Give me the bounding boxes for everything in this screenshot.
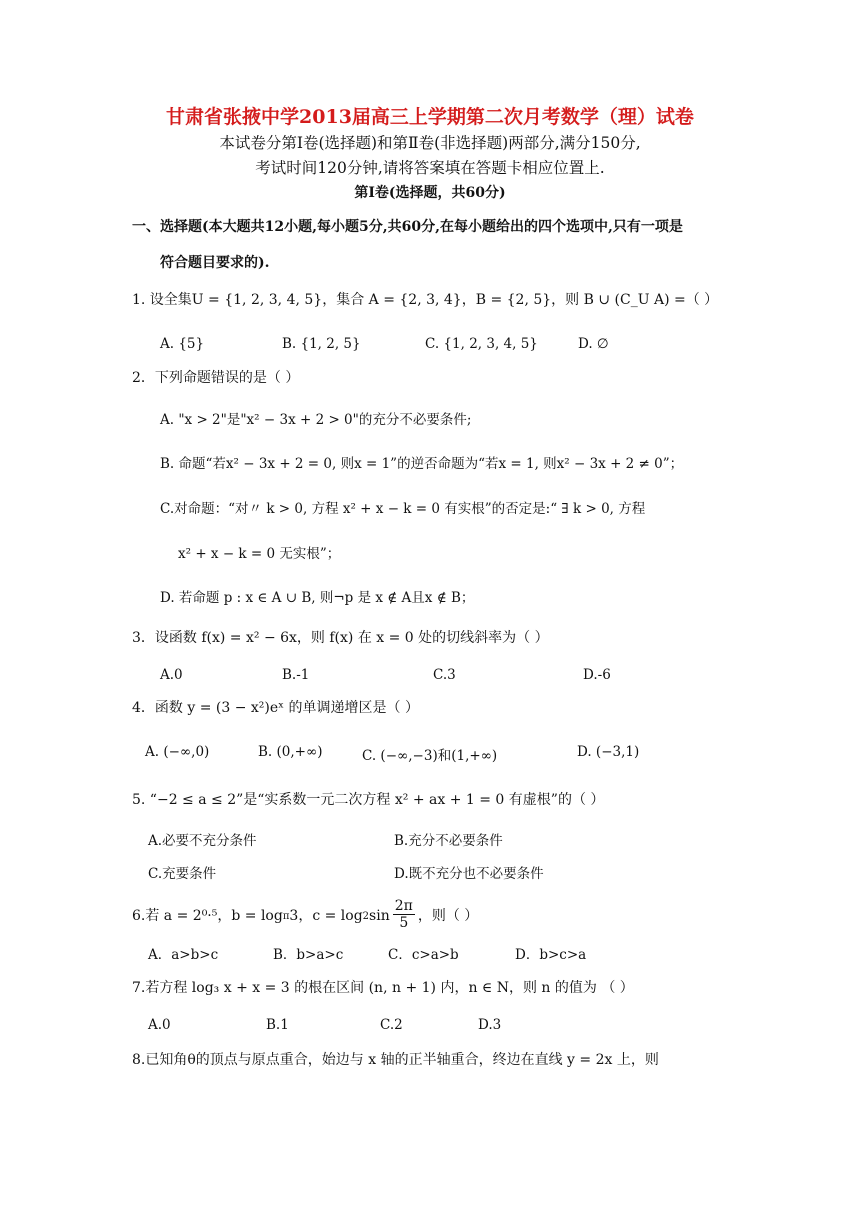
question-5-option-a: A.必要不充分条件 [148, 833, 257, 849]
question-5-stem: 5. “−2 ≤ a ≤ 2”是“实系数一元二次方程 x² + ax + 1 = 0 有虚根”的（ ） [132, 792, 605, 808]
question-4-option-b: B. (0,+∞) [258, 744, 323, 760]
exam-intro-line1: 本试卷分第Ⅰ卷(选择题)和第Ⅱ卷(非选择题)两部分,满分150分, [219, 134, 641, 152]
question-5-option-b: B.充分不必要条件 [394, 833, 503, 849]
question-6-frac-num: 2π [394, 898, 413, 914]
question-2-option-d: D. 若命题 p : x ∈ A ∪ B, 则¬p 是 x ∉ A且x ∉ B； [160, 590, 475, 606]
question-5-option-d: D.既不充分也不必要条件 [394, 866, 544, 882]
question-6-option-b: B．b>a>c [273, 947, 344, 963]
section-heading-line2: 符合题目要求的). [160, 255, 270, 271]
question-5-option-c: C.充要条件 [148, 866, 217, 882]
question-2-option-a: A. "x > 2"是"x² − 3x + 2 > 0"的充分不必要条件; [160, 412, 472, 428]
section-heading-line1: 一、选择题(本大题共12小题,每小题5分,共60分,在每小题给出的四个选项中,只有一项是 [132, 219, 683, 235]
question-6-sin: sin [369, 908, 390, 925]
question-3-option-d: D.-6 [583, 667, 611, 683]
question-3-option-b: B.-1 [282, 667, 310, 683]
question-4-option-c: C. (−∞,−3)和(1,+∞) [362, 748, 498, 764]
question-7-option-d: D.3 [478, 1017, 502, 1033]
question-6-stem-post: ，则（ ） [417, 908, 479, 925]
question-6-fraction [393, 898, 415, 931]
question-6-option-c: C．c>a>b [388, 947, 459, 963]
question-1-option-d: D. ∅ [578, 336, 609, 352]
exam-title: 甘肃省张掖中学2013届高三上学期第二次月考数学（理）试卷 [166, 106, 694, 128]
question-2-option-b: B. 命题“若x² − 3x + 2 = 0, 则x = 1”的逆否命题为“若x = 1, 则x² − 3x + 2 ≠ 0”； [160, 456, 684, 472]
question-4-stem: 4．函数 y = (3 − x²)eˣ 的单调递增区是（ ） [132, 700, 419, 716]
question-1-option-a: A. {5} [160, 336, 205, 352]
question-6-sub-pi: π [282, 910, 290, 922]
question-4-option-a: A. (−∞,0) [145, 744, 210, 760]
question-7-option-b: B.1 [266, 1017, 289, 1033]
part1-heading: 第Ⅰ卷(选择题，共60分) [354, 185, 506, 201]
question-7-option-a: A.0 [148, 1017, 171, 1033]
question-6-frac-den: 5 [399, 915, 409, 931]
question-6-stem [132, 900, 478, 933]
question-1-option-b: B. {1, 2, 5} [282, 336, 361, 352]
question-1-stem: 1. 设全集U = {1, 2, 3, 4, 5}，集合 A = {2, 3, 4}，B = {2, 5}，则 B ∪ (C_U A) =（ ） [132, 292, 719, 308]
question-3-stem: 3．设函数 f(x) = x² − 6x，则 f(x) 在 x = 0 处的切线斜率为（ ） [132, 630, 549, 646]
question-6-option-d: D．b>c>a [515, 947, 587, 963]
question-6-stem-mid: 3，c = log [289, 908, 363, 925]
question-4-option-d: D. (−3,1) [577, 744, 640, 760]
question-8-stem: 8.已知角θ的顶点与原点重合，始边与 x 轴的正半轴重合，终边在直线 y = 2x 上，则 [132, 1052, 659, 1068]
exam-intro-line2: 考试时间120分钟,请将答案填在答题卡相应位置上. [255, 159, 605, 177]
question-7-option-c: C.2 [380, 1017, 403, 1033]
question-2-option-c-line1: C.对命题：“对〃 k > 0, 方程 x² + x − k = 0 有实根”的否定是:“ ∃ k > 0, 方程 [160, 501, 646, 517]
question-7-stem: 7.若方程 log₃ x + x = 3 的根在区间 (n, n + 1) 内，n ∈ N，则 n 的值为 （ ） [132, 980, 634, 996]
question-3-option-a: A.0 [160, 667, 183, 683]
question-6-stem-pre: 6.若 a = 2⁰·⁵，b = log [132, 908, 283, 925]
question-6-option-a: A．a>b>c [148, 947, 219, 963]
question-3-option-c: C.3 [433, 667, 456, 683]
question-1-option-c: C. {1, 2, 3, 4, 5} [425, 336, 538, 352]
question-2-stem: 2．下列命题错误的是（ ） [132, 370, 300, 386]
question-2-option-c-line2: x² + x − k = 0 无实根”； [178, 546, 341, 562]
question-6-sub-2: 2 [362, 910, 370, 922]
